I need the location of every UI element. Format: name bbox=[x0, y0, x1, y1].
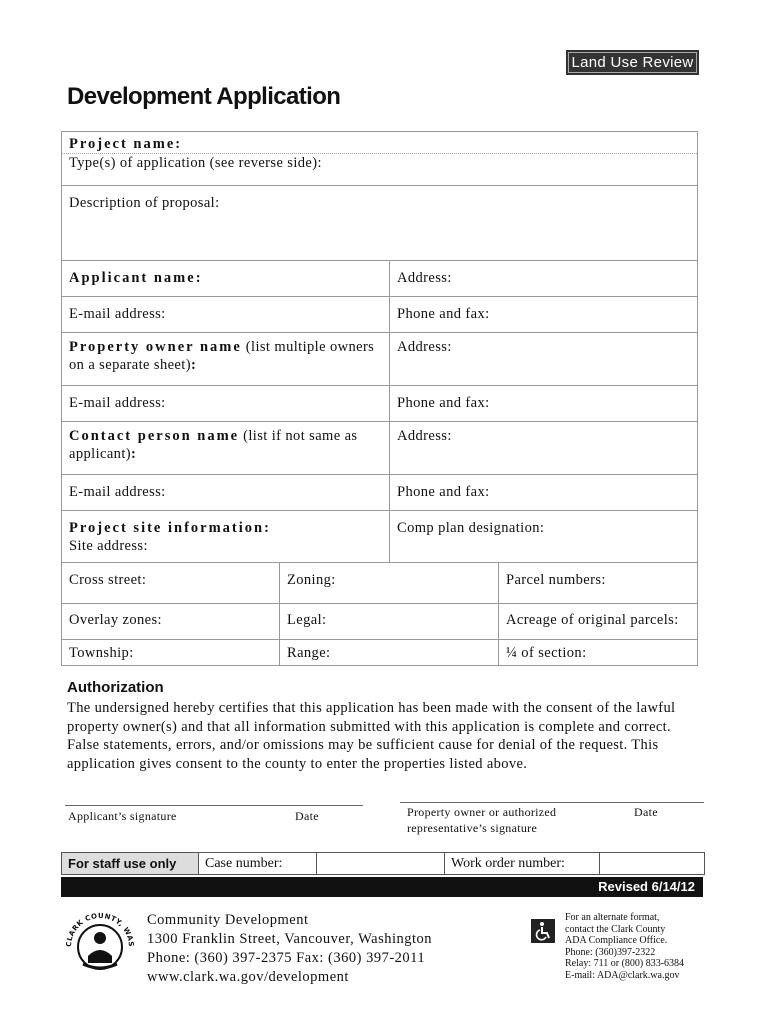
owner-email-field[interactable] bbox=[62, 386, 390, 422]
cross-street-field[interactable] bbox=[62, 563, 280, 604]
contact-name-field[interactable] bbox=[62, 422, 390, 475]
zoning-field[interactable] bbox=[280, 563, 499, 604]
applicant-address-field[interactable] bbox=[390, 261, 698, 297]
range-field[interactable] bbox=[280, 640, 499, 666]
svg-text:CLARK COUNTY, WASHINGTON: CLARK COUNTY, WAS bbox=[64, 911, 136, 948]
legal-field[interactable] bbox=[280, 604, 499, 640]
county-seal-icon bbox=[61, 908, 139, 986]
contact-email-field[interactable] bbox=[62, 475, 390, 511]
ada-line: ADA Compliance Office. bbox=[565, 935, 668, 947]
contact-name-note: (list if not same as applicant) bbox=[69, 428, 358, 462]
revised-bar bbox=[61, 877, 703, 897]
ada-line: contact the Clark County bbox=[565, 923, 666, 935]
work-order-field[interactable] bbox=[600, 853, 704, 874]
contact-colon: : bbox=[130, 446, 137, 462]
contact-phone-label: Phone and fax: bbox=[397, 484, 490, 500]
owner-date-label: Date bbox=[634, 805, 658, 819]
ada-line: For an alternate format, bbox=[565, 912, 660, 923]
wheelchair-icon bbox=[531, 919, 555, 943]
staff-use-row bbox=[61, 852, 705, 875]
street-address: 1300 Franklin Street, Vancouver, Washington bbox=[147, 931, 433, 947]
contact-email-label: E-mail address: bbox=[69, 484, 166, 500]
website-link[interactable]: www.clark.wa.gov/development bbox=[147, 969, 349, 985]
site-info-field[interactable] bbox=[62, 511, 390, 563]
legal-label: Legal: bbox=[287, 612, 327, 628]
comp-plan-label: Comp plan designation: bbox=[397, 520, 545, 536]
owner-name-field[interactable] bbox=[62, 333, 390, 386]
case-number-field[interactable] bbox=[317, 853, 445, 874]
project-name-field[interactable] bbox=[62, 132, 698, 186]
applicant-signature-line[interactable] bbox=[65, 805, 363, 806]
township-label: Township: bbox=[69, 645, 134, 661]
zoning-label: Zoning: bbox=[287, 572, 336, 588]
contact-phone-field[interactable] bbox=[390, 475, 698, 511]
ada-email[interactable]: E-mail: ADA@clark.wa.gov bbox=[565, 969, 680, 981]
township-field[interactable] bbox=[62, 640, 280, 666]
authorization-text: The undersigned hereby certifies that this application has been made with the consent of the lawful property owner(s) and that all information submitted with this application is complete and correct. False statements, errors, and/or omissions may be sufficient cause for denial of the request. This application gives consent to the county to enter the properties listed above. bbox=[67, 700, 676, 772]
owner-name-note: (list multiple owners on a separate sheet) bbox=[69, 339, 375, 373]
phone-fax: Phone: (360) 397-2375 Fax: (360) 397-2011 bbox=[147, 950, 426, 966]
parcel-numbers-field[interactable] bbox=[499, 563, 698, 604]
owner-signature-line[interactable] bbox=[400, 802, 704, 803]
acreage-label: Acreage of original parcels: bbox=[506, 612, 679, 628]
applicant-phone-field[interactable] bbox=[390, 297, 698, 333]
types-label: Type(s) of application (see reverse side): bbox=[62, 153, 697, 172]
site-address-label: Site address: bbox=[69, 538, 148, 554]
owner-phone-field[interactable] bbox=[390, 386, 698, 422]
contact-address-field[interactable] bbox=[390, 422, 698, 475]
revised-date: Revised 6/14/12 bbox=[598, 879, 695, 894]
project-name-label: Project name: bbox=[69, 136, 183, 152]
parcel-numbers-label: Parcel numbers: bbox=[506, 572, 606, 588]
overlay-zones-label: Overlay zones: bbox=[69, 612, 162, 628]
owner-email-label: E-mail address: bbox=[69, 395, 166, 411]
case-number-label: Case number: bbox=[199, 853, 317, 874]
application-form-table bbox=[61, 131, 698, 666]
comp-plan-field[interactable] bbox=[390, 511, 698, 563]
address-block bbox=[147, 911, 432, 987]
department-name: Community Development bbox=[147, 912, 309, 928]
applicant-email-label: E-mail address: bbox=[69, 306, 166, 322]
applicant-name-field[interactable] bbox=[62, 261, 390, 297]
owner-signature-label-1: Property owner or authorized bbox=[407, 805, 557, 819]
owner-colon: : bbox=[190, 357, 197, 373]
contact-name-label: Contact person name bbox=[69, 428, 240, 444]
overlay-zones-field[interactable] bbox=[62, 604, 280, 640]
description-label: Description of proposal: bbox=[69, 195, 220, 211]
owner-signature-label-2: representative’s signature bbox=[407, 821, 538, 835]
owner-address-label: Address: bbox=[397, 339, 452, 355]
applicant-name-label: Applicant name: bbox=[69, 270, 203, 286]
authorization-heading: Authorization bbox=[67, 679, 164, 696]
quarter-section-field[interactable] bbox=[499, 640, 698, 666]
owner-name-label: Property owner name bbox=[69, 339, 242, 355]
site-info-label: Project site information: bbox=[69, 520, 271, 536]
county-seal-logo bbox=[61, 908, 139, 986]
description-field[interactable] bbox=[62, 186, 698, 261]
cross-street-label: Cross street: bbox=[69, 572, 147, 588]
acreage-field[interactable] bbox=[499, 604, 698, 640]
quarter-section-label: ¼ of section: bbox=[506, 645, 587, 661]
staff-use-label: For staff use only bbox=[62, 853, 199, 874]
ada-info bbox=[565, 912, 684, 982]
applicant-email-field[interactable] bbox=[62, 297, 390, 333]
ada-line: Phone: (360)397-2322 bbox=[565, 946, 656, 958]
owner-phone-label: Phone and fax: bbox=[397, 395, 490, 411]
range-label: Range: bbox=[287, 645, 331, 661]
page-title: Development Application bbox=[67, 83, 341, 110]
applicant-phone-label: Phone and fax: bbox=[397, 306, 490, 322]
applicant-address-label: Address: bbox=[397, 270, 452, 286]
contact-address-label: Address: bbox=[397, 428, 452, 444]
owner-address-field[interactable] bbox=[390, 333, 698, 386]
ada-line: Relay: 711 or (800) 833-6384 bbox=[565, 958, 685, 970]
applicant-signature-label: Applicant’s signature bbox=[68, 809, 177, 823]
land-use-review-badge: Land Use Review bbox=[566, 50, 699, 75]
applicant-date-label: Date bbox=[295, 809, 319, 823]
work-order-label: Work order number: bbox=[445, 853, 600, 874]
